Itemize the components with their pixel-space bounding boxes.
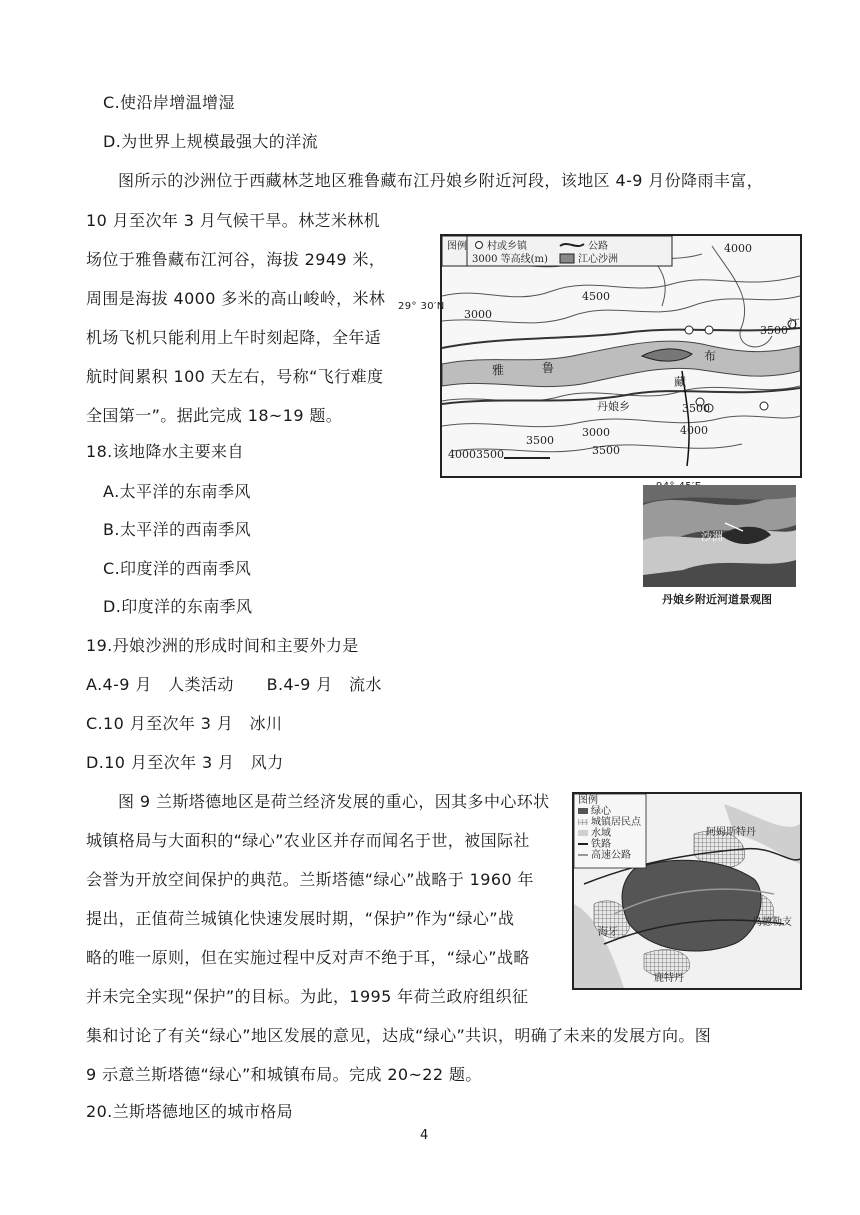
legend-contour: 3000 等高线(m) xyxy=(472,254,548,265)
question-19: 19.丹娘沙洲的形成时间和主要外力是 xyxy=(86,636,359,655)
contour-label: 3500 xyxy=(526,434,554,447)
passage-line: 并未完全实现“保护”的目标。为此，1995 年荷兰政府组织征 xyxy=(86,987,529,1006)
question-18-option-a: A.太平洋的东南季风 xyxy=(103,482,251,501)
passage-line: 9 示意兰斯塔德“绿心”和城镇布局。完成 20~22 题。 xyxy=(86,1065,482,1084)
contour-label: 3500 xyxy=(682,402,710,415)
passage-line: 图 9 兰斯塔德地区是荷兰经济发展的重心，因其多中心环状 xyxy=(118,792,550,811)
passage-line: 略的唯一原则，但在实施过程中反对声不绝于耳，“绿心”战略 xyxy=(86,948,530,967)
question-20: 20.兰斯塔德地区的城市格局 xyxy=(86,1102,294,1121)
city-utrecht: 乌德勒支 xyxy=(752,917,792,928)
legend-road: 公路 xyxy=(588,241,608,252)
passage-line: 全国第一”。据此完成 18~19 题。 xyxy=(86,406,343,425)
question-18-option-d: D.印度洋的东南季风 xyxy=(103,597,253,616)
option-d: D.为世界上规模最强大的洋流 xyxy=(103,132,319,151)
photo-caption: 丹娘乡附近河道景观图 xyxy=(662,593,772,606)
sandbar-label: 沙洲 xyxy=(701,530,723,543)
city-hague: 海牙 xyxy=(598,927,618,938)
question-19-options-ab: A.4-9 月 人类活动 B.4-9 月 流水 xyxy=(86,675,382,694)
question-19-option-c: C.10 月至次年 3 月 冰川 xyxy=(86,714,283,733)
option-c: C.使沿岸增温增湿 xyxy=(103,93,235,112)
passage-line: 机场飞机只能利用上午时刻起降，全年适 xyxy=(86,328,382,347)
legend-rail: 铁路 xyxy=(591,839,611,850)
passage-line: 航时间累积 100 天左右，号称“飞行难度 xyxy=(86,367,384,386)
question-19-option-d: D.10 月至次年 3 月 风力 xyxy=(86,753,284,772)
randstad-map xyxy=(572,792,802,990)
legend-village: 村或乡镇 xyxy=(487,241,527,252)
passage-line: 场位于雅鲁藏布江河谷，海拔 2949 米， xyxy=(86,250,386,269)
passage-line: 城镇格局与大面积的“绿心”农业区并存而闻名于世，被国际社 xyxy=(86,831,530,850)
contour-map-drawing xyxy=(442,236,800,476)
contour-label: 4000 xyxy=(680,424,708,437)
legend-urban: 城镇居民点 xyxy=(591,817,641,828)
legend-water: 水域 xyxy=(591,828,611,839)
danniang-contour-map xyxy=(440,234,802,478)
legend-title: 图例 xyxy=(447,241,467,252)
contour-label: 3500 xyxy=(592,444,620,457)
city-rotterdam: 鹿特丹 xyxy=(654,973,684,984)
river-label: 布 xyxy=(704,349,717,363)
contour-label: 4000 xyxy=(448,448,476,461)
legend-sandbar: 江心沙洲 xyxy=(578,254,618,265)
river-label: 鲁 xyxy=(542,361,555,375)
page-number: 4 xyxy=(420,1128,429,1143)
river-photo xyxy=(643,485,796,587)
passage-line: 会誉为开放空间保护的典范。兰斯塔德“绿心”战略于 1960 年 xyxy=(86,870,534,889)
river-label: 江 xyxy=(788,317,800,331)
river-label: 雅 xyxy=(492,363,505,377)
question-18-option-b: B.太平洋的西南季风 xyxy=(103,520,252,539)
contour-label: 3000 xyxy=(464,308,492,321)
passage-line: 周围是海拔 4000 多米的高山峻岭，米林 xyxy=(86,289,386,308)
contour-label: 4000 xyxy=(724,242,752,255)
legend-highway: 高速公路 xyxy=(591,850,631,861)
city-amsterdam: 阿姆斯特丹 xyxy=(706,827,756,838)
contour-label: 3500 xyxy=(760,324,788,337)
contour-label: 3500 xyxy=(476,448,504,461)
river-label: 藏 xyxy=(674,375,687,389)
contour-label: 3000 xyxy=(582,426,610,439)
question-18-option-c: C.印度洋的西南季风 xyxy=(103,559,252,578)
question-18: 18.该地降水主要来自 xyxy=(86,442,244,461)
latitude-label: 29° 30′N xyxy=(398,301,445,312)
randstad-legend-title: 图例 xyxy=(578,795,598,806)
passage-line: 图所示的沙洲位于西藏林芝地区雅鲁藏布江丹娘乡附近河段，该地区 4-9 月份降雨丰富， xyxy=(118,171,764,190)
town-label: 丹娘乡 xyxy=(597,400,630,413)
passage-line: 集和讨论了有关“绿心”地区发展的意见，达成“绿心”共识，明确了未来的发展方向。图 xyxy=(86,1026,712,1045)
contour-label: 4500 xyxy=(582,290,610,303)
legend-green-heart: 绿心 xyxy=(591,806,611,817)
passage-line: 提出，正值荷兰城镇化快速发展时期，“保护”作为“绿心”战 xyxy=(86,909,515,928)
passage-line: 10 月至次年 3 月气候干旱。林芝米林机 xyxy=(86,211,381,230)
